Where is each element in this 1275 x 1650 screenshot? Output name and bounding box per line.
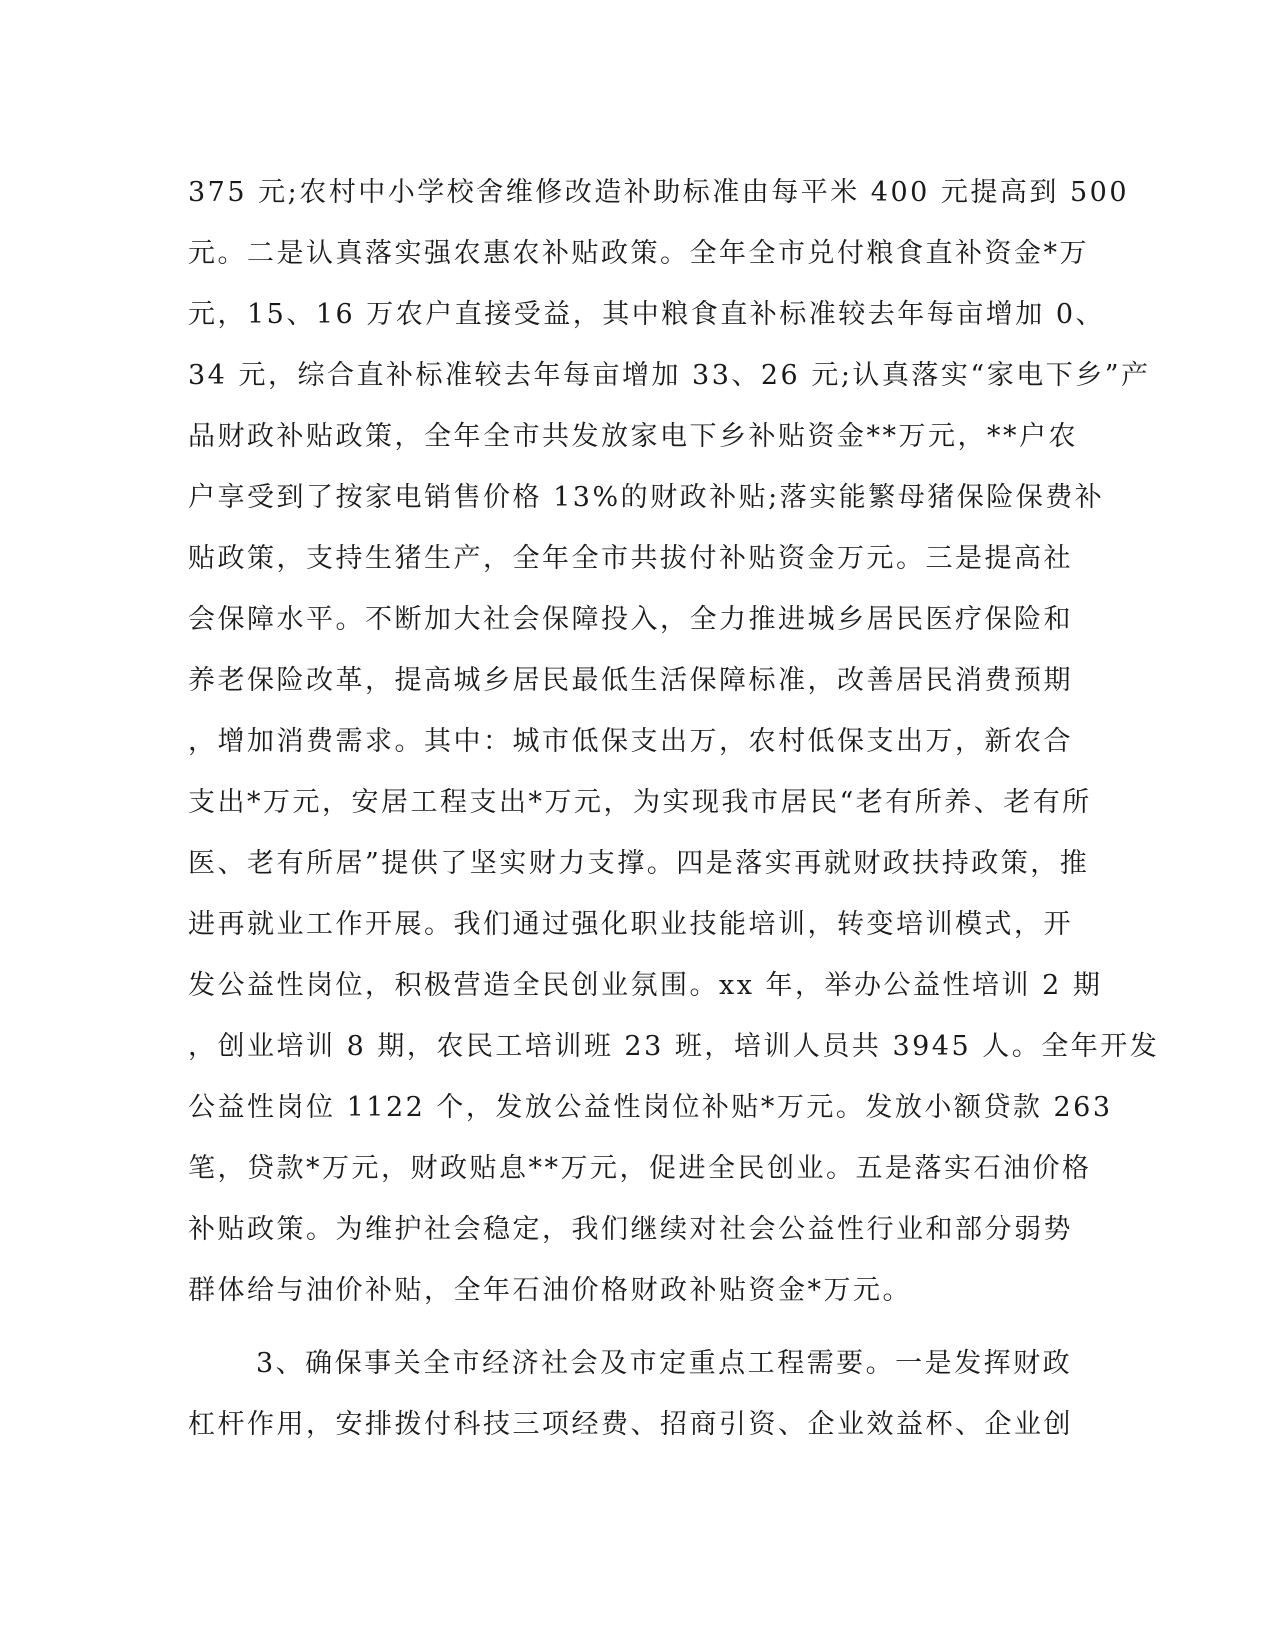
text-line: 杠杆作用，安排拨付科技三项经费、招商引资、企业效益杯、企业创 [188, 1409, 1073, 1440]
text-line: 元。二是认真落实强农惠农补贴政策。全年全市兑付粮食直补资金*万 [188, 238, 1089, 269]
paragraph-2 [188, 1333, 1088, 1455]
text-line: 进再就业工作开展。我们通过强化职业技能培训，转变培训模式，开 [188, 909, 1073, 940]
text-line: 公益性岗位 1122 个，发放公益性岗位补贴*万元。发放小额贷款 263 [188, 1092, 1113, 1123]
paragraph-1 [188, 162, 1160, 1321]
paragraph-gap [188, 1321, 1088, 1333]
text-line: 品财政补贴政策，全年全市共发放家电下乡补贴资金**万元，**户农 [188, 421, 1078, 452]
text-line: 医、老有所居”提供了坚实财力支撑。四是落实再就财政扶持政策，推 [188, 848, 1090, 879]
text-line: 补贴政策。为维护社会稳定，我们继续对社会公益性行业和部分弱势 [188, 1214, 1073, 1245]
text-line: 贴政策，支持生猪生产，全年全市共拔付补贴资金万元。三是提高社 [188, 543, 1073, 574]
text-line: ，增加消费需求。其中：城市低保支出万，农村低保支出万，新农合 [188, 726, 1073, 757]
text-line: 笔，贷款*万元，财政贴息**万元，促进全民创业。五是落实石油价格 [188, 1153, 1092, 1184]
text-line: 户享受到了按家电销售价格 13%的财政补贴;落实能繁母猪保险保费补 [188, 482, 1105, 513]
document-body [188, 162, 1160, 1455]
text-line: 养老保险改革，提高城乡居民最低生活保障标准，改善居民消费预期 [188, 665, 1073, 696]
text-line: 3、确保事关全市经济社会及市定重点工程需要。一是发挥财政 [256, 1348, 1073, 1379]
text-line: 元，15、16 万农户直接受益，其中粮食直补标准较去年每亩增加 0、 [188, 299, 1106, 330]
text-line: 34 元，综合直补标准较去年每亩增加 33、26 元;认真落实“家电下乡”产 [188, 360, 1151, 391]
text-line: ，创业培训 8 期，农民工培训班 23 班，培训人员共 3945 人。全年开发 [188, 1031, 1160, 1062]
text-line: 会保障水平。不断加大社会保障投入，全力推进城乡居民医疗保险和 [188, 604, 1073, 635]
text-line: 群体给与油价补贴，全年石油价格财政补贴资金*万元。 [188, 1275, 912, 1306]
text-line: 发公益性岗位，积极营造全民创业氛围。xx 年，举办公益性培训 2 期 [188, 970, 1103, 1001]
text-line: 支出*万元，安居工程支出*万元，为实现我市居民“老有所养、老有所 [188, 787, 1092, 818]
text-line: 375 元;农村中小学校舍维修改造补助标准由每平米 400 元提高到 500 [188, 177, 1130, 208]
